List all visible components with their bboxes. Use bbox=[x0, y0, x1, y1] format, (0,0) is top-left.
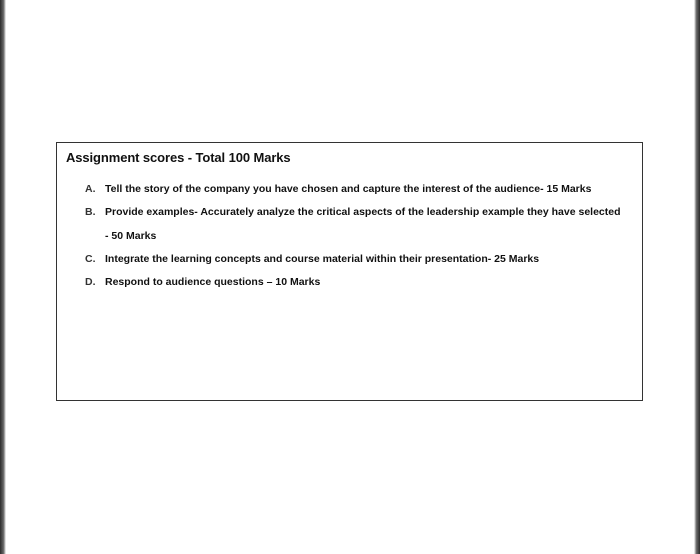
assignment-scores-box bbox=[56, 142, 643, 401]
criteria-item-c bbox=[85, 247, 625, 271]
right-page-shadow bbox=[694, 0, 700, 554]
criteria-text: Integrate the learning concepts and course material within their presentation- 25 Marks bbox=[105, 253, 540, 265]
criteria-text: Provide examples- Accurately analyze the critical aspects of the leadership example they have selected - 50 Marks bbox=[105, 206, 621, 242]
assignment-title: Assignment scores - Total 100 Marks bbox=[66, 150, 291, 165]
criteria-text: Tell the story of the company you have chosen and capture the interest of the audience- 15 Marks bbox=[105, 183, 592, 195]
criteria-list bbox=[85, 177, 625, 293]
criteria-item-d bbox=[85, 270, 625, 294]
criteria-marker: A. bbox=[85, 183, 96, 195]
criteria-marker: B. bbox=[85, 206, 96, 218]
criteria-text: Respond to audience questions – 10 Marks bbox=[105, 276, 321, 288]
criteria-marker: D. bbox=[85, 276, 96, 288]
left-page-shadow bbox=[0, 0, 6, 554]
criteria-marker: C. bbox=[85, 253, 96, 265]
criteria-item-a bbox=[85, 177, 625, 201]
criteria-item-b bbox=[85, 200, 625, 248]
